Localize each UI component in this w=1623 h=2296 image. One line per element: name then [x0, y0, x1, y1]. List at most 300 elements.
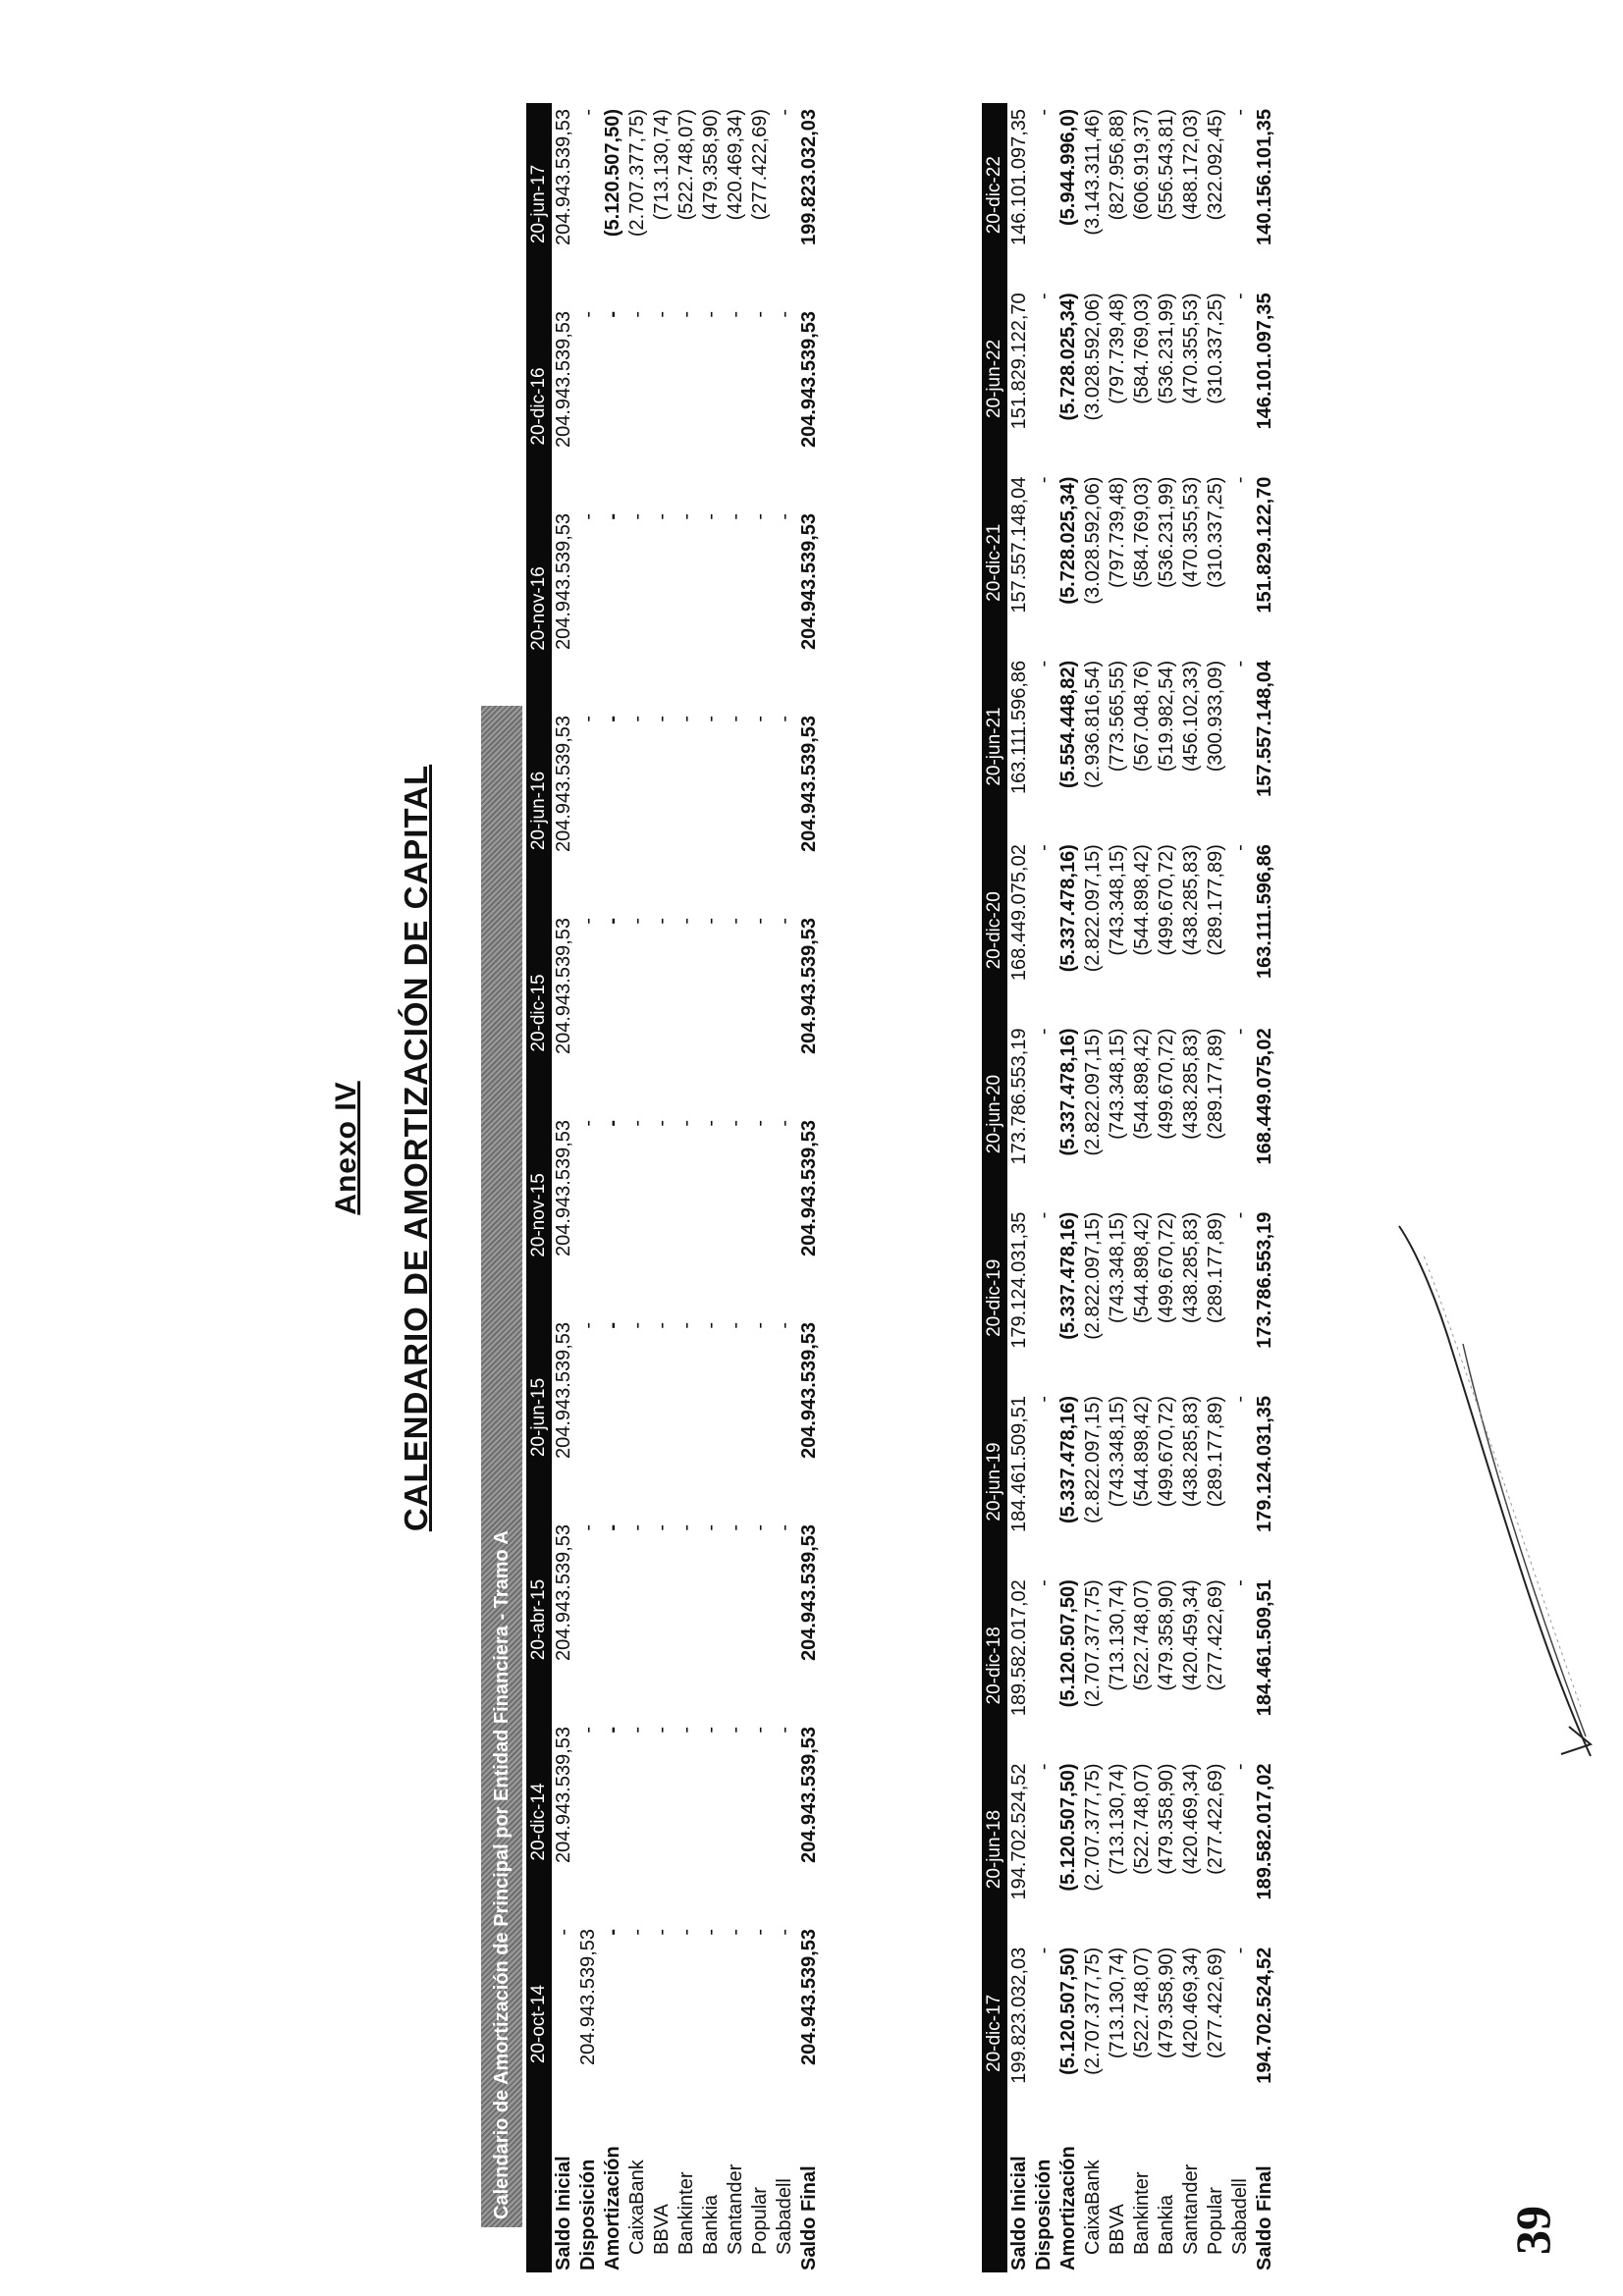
table-cell: - — [774, 109, 795, 116]
table-cell: 179.124.031,35 — [1008, 1211, 1030, 1349]
table-cell: 204.943.539,53 — [553, 311, 574, 449]
table-cell: 204.943.539,53 — [553, 918, 574, 1055]
table-cell: - — [774, 918, 795, 925]
table-cell: (289.177,89) — [1205, 844, 1226, 956]
row-label: Bankia — [1156, 2194, 1177, 2255]
table-cell: 163.111.596,86 — [1254, 844, 1275, 979]
table-cell: - — [774, 716, 795, 722]
table-cell: (470.355,53) — [1180, 293, 1202, 404]
table-cell: - — [700, 311, 722, 318]
table-cell: - — [1229, 660, 1251, 667]
table-cell: (5.120.507,50) — [602, 109, 623, 238]
table-row — [748, 103, 773, 2272]
table-cell: - — [1033, 1947, 1055, 1954]
table-cell: (277.422,69) — [1205, 1763, 1226, 1875]
table-cell: - — [676, 1120, 697, 1127]
table-cell: - — [626, 1727, 648, 1734]
table-row — [1130, 103, 1155, 2272]
table-cell: (567.048,76) — [1131, 660, 1153, 773]
table-cell: - — [626, 1322, 648, 1329]
table-cell: (713.130,74) — [651, 109, 673, 221]
table-cell: - — [602, 1120, 623, 1127]
table-cell: (827.956,88) — [1107, 109, 1128, 221]
row-label: Saldo Inicial — [1008, 2156, 1030, 2270]
table-cell: - — [749, 716, 771, 722]
table-cell: 184.461.509,51 — [1254, 1579, 1275, 1717]
table-cell: (536.231,99) — [1156, 293, 1177, 404]
table-cell: - — [774, 1727, 795, 1734]
table-cell: (544.898,42) — [1131, 844, 1153, 956]
table-row — [797, 103, 822, 2272]
column-header: 20-oct-14 — [526, 1923, 552, 2125]
table-cell: - — [651, 1120, 673, 1127]
table-cell: (743.348,15) — [1107, 1395, 1128, 1508]
table-cell: - — [749, 1120, 771, 1127]
table-cell: - — [1033, 1763, 1055, 1771]
table-cell: - — [749, 513, 771, 520]
table-header-row — [526, 103, 552, 2272]
table-cell: (5.337.478,16) — [1057, 1211, 1079, 1340]
row-label: Santander — [1180, 2163, 1202, 2255]
row-label: Saldo Final — [1254, 2165, 1275, 2270]
table-cell: 157.557.148,04 — [1008, 476, 1030, 614]
table-row — [699, 103, 724, 2272]
table-cell: - — [749, 1524, 771, 1531]
table-cell: - — [774, 513, 795, 520]
table-cell: - — [749, 311, 771, 318]
table-cell: (536.231,99) — [1156, 476, 1177, 589]
table-row — [1228, 103, 1253, 2272]
table-row — [552, 103, 576, 2272]
table-cell: (499.670,72) — [1156, 844, 1177, 956]
row-label: CaixaBank — [626, 2160, 648, 2255]
column-header: 20-jun-20 — [982, 1022, 1007, 1205]
table-cell: (5.728.025,34) — [1057, 293, 1079, 421]
table-cell: - — [1033, 109, 1055, 116]
table-cell: 184.461.509,51 — [1008, 1395, 1030, 1532]
column-header: 20-dic-16 — [526, 305, 552, 507]
table-cell: (797.739,48) — [1107, 476, 1128, 589]
table-cell: - — [1229, 293, 1251, 300]
table-cell: - — [700, 1322, 722, 1329]
amortization-table-1 — [526, 103, 822, 2272]
table-cell: - — [577, 513, 599, 520]
row-label: CaixaBank — [1082, 2160, 1104, 2255]
table-cell: (438.285,83) — [1180, 844, 1202, 956]
table-cell: (606.919,37) — [1131, 109, 1153, 221]
table-row — [1179, 103, 1204, 2272]
table-cell: - — [1033, 1211, 1055, 1219]
table-cell: - — [651, 1322, 673, 1329]
row-label: Bankinter — [1131, 2171, 1153, 2255]
table-cell: (2.822.097,15) — [1082, 844, 1104, 973]
table-cell: - — [774, 1524, 795, 1531]
table-cell: 204.943.539,53 — [798, 311, 820, 449]
table-cell: (289.177,89) — [1205, 1028, 1226, 1140]
table-cell: - — [749, 1727, 771, 1734]
table-cell: 168.449.075,02 — [1254, 1028, 1275, 1165]
column-header: 20-dic-22 — [982, 103, 1007, 287]
page-number: 39 — [1505, 2206, 1560, 2255]
table-cell: (499.670,72) — [1156, 1028, 1177, 1140]
table-cell: - — [725, 1929, 746, 1936]
table-cell: (544.898,42) — [1131, 1028, 1153, 1140]
table-row — [1056, 103, 1081, 2272]
table-cell: - — [774, 1322, 795, 1329]
table-cell: 204.943.539,53 — [553, 1120, 574, 1257]
table-row — [650, 103, 675, 2272]
table-cell: - — [651, 513, 673, 520]
row-label: Amortización — [1057, 2146, 1079, 2270]
table-cell: - — [1033, 1395, 1055, 1403]
row-label: Santander — [725, 2163, 746, 2255]
table-cell: (488.172,03) — [1180, 109, 1202, 221]
column-header: 20-dic-17 — [982, 1942, 1007, 2125]
table-cell: - — [725, 918, 746, 925]
table-cell: (2.822.097,15) — [1082, 1211, 1104, 1340]
table-cell: - — [725, 1727, 746, 1734]
table-cell: 204.943.539,53 — [553, 513, 574, 651]
table-cell: - — [749, 918, 771, 925]
table-cell: (522.748,07) — [1131, 1763, 1153, 1875]
table-row — [724, 103, 748, 2272]
table-cell: (310.337,25) — [1205, 476, 1226, 589]
table-cell: - — [626, 1929, 648, 1936]
table-cell: (438.285,83) — [1180, 1211, 1202, 1324]
table-cell: - — [602, 311, 623, 318]
table-cell: 168.449.075,02 — [1008, 844, 1030, 982]
table-row — [675, 103, 699, 2272]
table-cell: - — [577, 311, 599, 318]
table-row — [601, 103, 625, 2272]
table-cell: - — [725, 1120, 746, 1127]
table-cell: (479.358,90) — [700, 109, 722, 221]
table-cell: - — [700, 918, 722, 925]
table-cell: (322.092,45) — [1205, 109, 1226, 221]
row-label: Popular — [749, 2187, 771, 2255]
table-cell: 146.101.097,35 — [1254, 293, 1275, 430]
table-cell: - — [1229, 1763, 1251, 1771]
row-label: Amortización — [602, 2146, 623, 2270]
table-cell: (2.707.377,75) — [626, 109, 648, 238]
row-label: BBVA — [1107, 2204, 1128, 2255]
table-cell: - — [700, 1524, 722, 1531]
table-cell: (5.554.448,82) — [1057, 660, 1079, 788]
table-cell: 199.823.032,03 — [1008, 1947, 1030, 2084]
table-cell: - — [577, 1727, 599, 1734]
table-cell: - — [1033, 844, 1055, 851]
column-header: 20-dic-21 — [982, 471, 1007, 655]
table-cell: (2.822.097,15) — [1082, 1395, 1104, 1524]
table-cell: - — [725, 1322, 746, 1329]
table-cell: - — [651, 1929, 673, 1936]
table-cell: - — [602, 513, 623, 520]
amortization-table-2 — [982, 103, 1277, 2272]
table-cell: - — [602, 1322, 623, 1329]
table-row — [1106, 103, 1130, 2272]
table-cell: 173.786.553,19 — [1008, 1028, 1030, 1165]
table-cell: (2.707.377,75) — [1082, 1579, 1104, 1708]
table-cell: - — [1229, 1579, 1251, 1586]
table-cell: (5.337.478,16) — [1057, 1395, 1079, 1524]
table-cell: (470.355,53) — [1180, 476, 1202, 589]
table-cell: (420.469,34) — [1180, 1947, 1202, 2059]
table-cell: (5.120.507,50) — [1057, 1579, 1079, 1708]
table-cell: - — [676, 1524, 697, 1531]
table-cell: - — [700, 1120, 722, 1127]
table-cell: (289.177,89) — [1205, 1211, 1226, 1324]
table-cell: (743.348,15) — [1107, 1028, 1128, 1140]
table-cell: - — [651, 716, 673, 722]
table-cell: - — [577, 1120, 599, 1127]
row-label: Bankinter — [676, 2171, 697, 2255]
table-cell: - — [602, 1929, 623, 1936]
table-cell: - — [676, 918, 697, 925]
table-cell: - — [700, 1929, 722, 1936]
table-cell: - — [553, 1929, 574, 1936]
table-cell: - — [577, 1524, 599, 1531]
table-cell: - — [749, 1322, 771, 1329]
table-cell: 146.101.097,35 — [1008, 109, 1030, 246]
table-cell: - — [651, 1727, 673, 1734]
table-cell: - — [626, 513, 648, 520]
annex-title: Anexo IV — [330, 1081, 362, 1215]
table-cell: - — [676, 1727, 697, 1734]
table-cell: (3.143.311,46) — [1082, 109, 1104, 236]
table-cell: (5.120.507,50) — [1057, 1763, 1079, 1892]
table-cell: (2.707.377,75) — [1082, 1763, 1104, 1892]
handwritten-signature — [1394, 1216, 1610, 1766]
table-cell: - — [1229, 1211, 1251, 1219]
table-cell: (584.769,03) — [1131, 293, 1153, 404]
table-cell: (5.120.507,50) — [1057, 1947, 1079, 2075]
table-cell: - — [774, 1929, 795, 1936]
table-cell: 194.702.524,52 — [1254, 1947, 1275, 2084]
row-label: Saldo Final — [798, 2165, 820, 2270]
table-cell: - — [700, 1727, 722, 1734]
column-header: 20-jun-21 — [982, 655, 1007, 838]
table-cell: (499.670,72) — [1156, 1211, 1177, 1324]
table-cell: 204.943.539,53 — [553, 1727, 574, 1864]
table-cell: (2.822.097,15) — [1082, 1028, 1104, 1156]
table-cell: (438.285,83) — [1180, 1028, 1202, 1140]
table-cell: (713.130,74) — [1107, 1579, 1128, 1691]
table-cell: (3.028.592,06) — [1082, 476, 1104, 605]
table-cell: - — [626, 311, 648, 318]
table-cell: - — [774, 1120, 795, 1127]
table-row — [1007, 103, 1032, 2272]
table-cell: - — [676, 513, 697, 520]
table-cell: (277.422,69) — [749, 109, 771, 221]
table-cell: - — [1033, 1579, 1055, 1586]
table-cell: - — [626, 716, 648, 722]
table-cell: - — [1033, 293, 1055, 300]
table-cell: - — [749, 1929, 771, 1936]
table-cell: (797.739,48) — [1107, 293, 1128, 404]
table-cell: 157.557.148,04 — [1254, 660, 1275, 797]
table-cell: (522.748,07) — [1131, 1579, 1153, 1691]
table-cell: 194.702.524,52 — [1008, 1763, 1030, 1900]
table-cell: - — [626, 1524, 648, 1531]
table-cell: - — [602, 1524, 623, 1531]
table-cell: - — [774, 311, 795, 318]
row-label: Sabadell — [774, 2178, 795, 2255]
table-cell: 204.943.539,53 — [553, 1524, 574, 1662]
table-cell: (2.707.377,75) — [1082, 1947, 1104, 2075]
column-header: 20-jun-22 — [982, 287, 1007, 470]
table-cell: - — [725, 311, 746, 318]
table-row — [773, 103, 797, 2272]
table-cell: (479.358,90) — [1156, 1763, 1177, 1875]
main-title: CALENDARIO DE AMORTIZACIÓN DE CAPITAL — [398, 764, 434, 1532]
table-cell: (277.422,69) — [1205, 1947, 1226, 2059]
table-cell: (289.177,89) — [1205, 1395, 1226, 1508]
table-cell: - — [700, 513, 722, 520]
column-header: 20-dic-19 — [982, 1206, 1007, 1390]
table-cell: 204.943.539,53 — [553, 1322, 574, 1460]
table-cell: - — [725, 716, 746, 722]
table-cell: - — [651, 311, 673, 318]
table-cell: (713.130,74) — [1107, 1947, 1128, 2059]
header-corner — [526, 2125, 552, 2272]
header-corner — [982, 2125, 1007, 2272]
table-cell: (277.422,69) — [1205, 1579, 1226, 1691]
row-label: Disposición — [1033, 2159, 1055, 2270]
table-cell: - — [676, 311, 697, 318]
table-cell: - — [602, 918, 623, 925]
table-cell: 163.111.596,86 — [1008, 660, 1030, 794]
table-cell: - — [725, 1524, 746, 1531]
table-cell: (456.102,33) — [1180, 660, 1202, 773]
table-row — [1081, 103, 1106, 2272]
table-cell: 199.823.032,03 — [798, 109, 820, 246]
table-cell: 173.786.553,19 — [1254, 1211, 1275, 1349]
column-header: 20-jun-16 — [526, 710, 552, 912]
table-cell: - — [1229, 1395, 1251, 1403]
table-cell: (584.769,03) — [1131, 476, 1153, 589]
table-cell: - — [1229, 1947, 1251, 1954]
table-cell: (479.358,90) — [1156, 1947, 1177, 2059]
table-cell: - — [676, 716, 697, 722]
table-cell: (5.337.478,16) — [1057, 1028, 1079, 1156]
table-cell: 204.943.539,53 — [798, 1929, 820, 2066]
table-cell: (522.748,07) — [676, 109, 697, 221]
table-cell: (420.459,34) — [1180, 1579, 1202, 1691]
table-cell: - — [725, 513, 746, 520]
table-cell: - — [651, 918, 673, 925]
table-row — [625, 103, 650, 2272]
table-cell: (420.469,34) — [1180, 1763, 1202, 1875]
column-header: 20-nov-15 — [526, 1114, 552, 1316]
table-cell: - — [577, 1322, 599, 1329]
table-cell: 204.943.539,53 — [798, 1727, 820, 1864]
table-cell: (2.936.816,54) — [1082, 660, 1104, 788]
column-header: 20-jun-18 — [982, 1757, 1007, 1941]
column-header: 20-abr-15 — [526, 1519, 552, 1721]
column-header: 20-nov-16 — [526, 507, 552, 710]
column-header: 20-dic-14 — [526, 1721, 552, 1923]
table-cell: - — [676, 1322, 697, 1329]
table-row — [1032, 103, 1056, 2272]
row-label: Disposición — [577, 2159, 599, 2270]
table-cell: (544.898,42) — [1131, 1211, 1153, 1324]
table-cell: - — [577, 109, 599, 116]
table-banner: Calendario de Amortización de Principal por Entidad Financiera - Tramo A — [481, 706, 522, 2227]
table-cell: - — [700, 716, 722, 722]
column-header: 20-jun-15 — [526, 1316, 552, 1519]
table-cell: (556.543,81) — [1156, 109, 1177, 221]
column-header: 20-dic-20 — [982, 838, 1007, 1022]
table-row — [576, 103, 601, 2272]
table-cell: (743.348,15) — [1107, 844, 1128, 956]
table-cell: (479.358,90) — [1156, 1579, 1177, 1691]
table-cell: - — [602, 1727, 623, 1734]
table-cell: (310.337,25) — [1205, 293, 1226, 404]
column-header: 20-jun-17 — [526, 103, 552, 305]
table-cell: 140.156.101,35 — [1254, 109, 1275, 246]
table-cell: 151.829.122,70 — [1254, 476, 1275, 614]
table-cell: - — [1033, 1028, 1055, 1036]
table-cell: - — [1229, 844, 1251, 851]
table-cell: (300.933,09) — [1205, 660, 1226, 773]
table-cell: - — [651, 1524, 673, 1531]
table-cell: (544.898,42) — [1131, 1395, 1153, 1508]
table-cell: 204.943.539,53 — [577, 1929, 599, 2066]
table-cell: 204.943.539,53 — [798, 1120, 820, 1257]
table-cell: - — [626, 918, 648, 925]
table-cell: 189.582.017,02 — [1008, 1579, 1030, 1717]
table-cell: (499.670,72) — [1156, 1395, 1177, 1508]
table-cell: 179.124.031,35 — [1254, 1395, 1275, 1532]
table-cell: (522.748,07) — [1131, 1947, 1153, 2059]
row-label: Bankia — [700, 2194, 722, 2255]
table-cell: 204.943.539,53 — [798, 716, 820, 853]
table-cell: (713.130,74) — [1107, 1763, 1128, 1875]
table-cell: 189.582.017,02 — [1254, 1763, 1275, 1900]
table-cell: (438.285,83) — [1180, 1395, 1202, 1508]
table-cell: - — [577, 716, 599, 722]
table-cell: (519.982,54) — [1156, 660, 1177, 773]
table-cell: - — [1033, 660, 1055, 667]
table-cell: (3.028.592,06) — [1082, 293, 1104, 421]
table-cell: (5.728.025,34) — [1057, 476, 1079, 605]
column-header: 20-dic-18 — [982, 1574, 1007, 1757]
table-cell: - — [626, 1120, 648, 1127]
table-cell: (773.565,55) — [1107, 660, 1128, 773]
table-cell: (5.337.478,16) — [1057, 844, 1079, 973]
table-cell: 204.943.539,53 — [798, 1322, 820, 1460]
column-header: 20-dic-15 — [526, 912, 552, 1114]
row-label: Popular — [1205, 2187, 1226, 2255]
table-row — [1204, 103, 1228, 2272]
table-cell: - — [1229, 476, 1251, 484]
table-cell: 151.829.122,70 — [1008, 293, 1030, 430]
column-header: 20-jun-19 — [982, 1390, 1007, 1574]
table-row — [1253, 103, 1277, 2272]
table-cell: 204.943.539,53 — [798, 1524, 820, 1662]
table-cell: 204.943.539,53 — [798, 513, 820, 651]
table-cell: - — [1229, 1028, 1251, 1036]
table-cell: (743.348,15) — [1107, 1211, 1128, 1324]
table-cell: (5.944.996,0) — [1057, 109, 1079, 226]
table-cell: - — [676, 1929, 697, 1936]
table-cell: - — [1229, 109, 1251, 116]
table-cell: - — [602, 716, 623, 722]
table-cell: 204.943.539,53 — [553, 716, 574, 853]
table-header-row — [982, 103, 1007, 2272]
table-cell: 204.943.539,53 — [553, 109, 574, 246]
table-cell: 204.943.539,53 — [798, 918, 820, 1055]
